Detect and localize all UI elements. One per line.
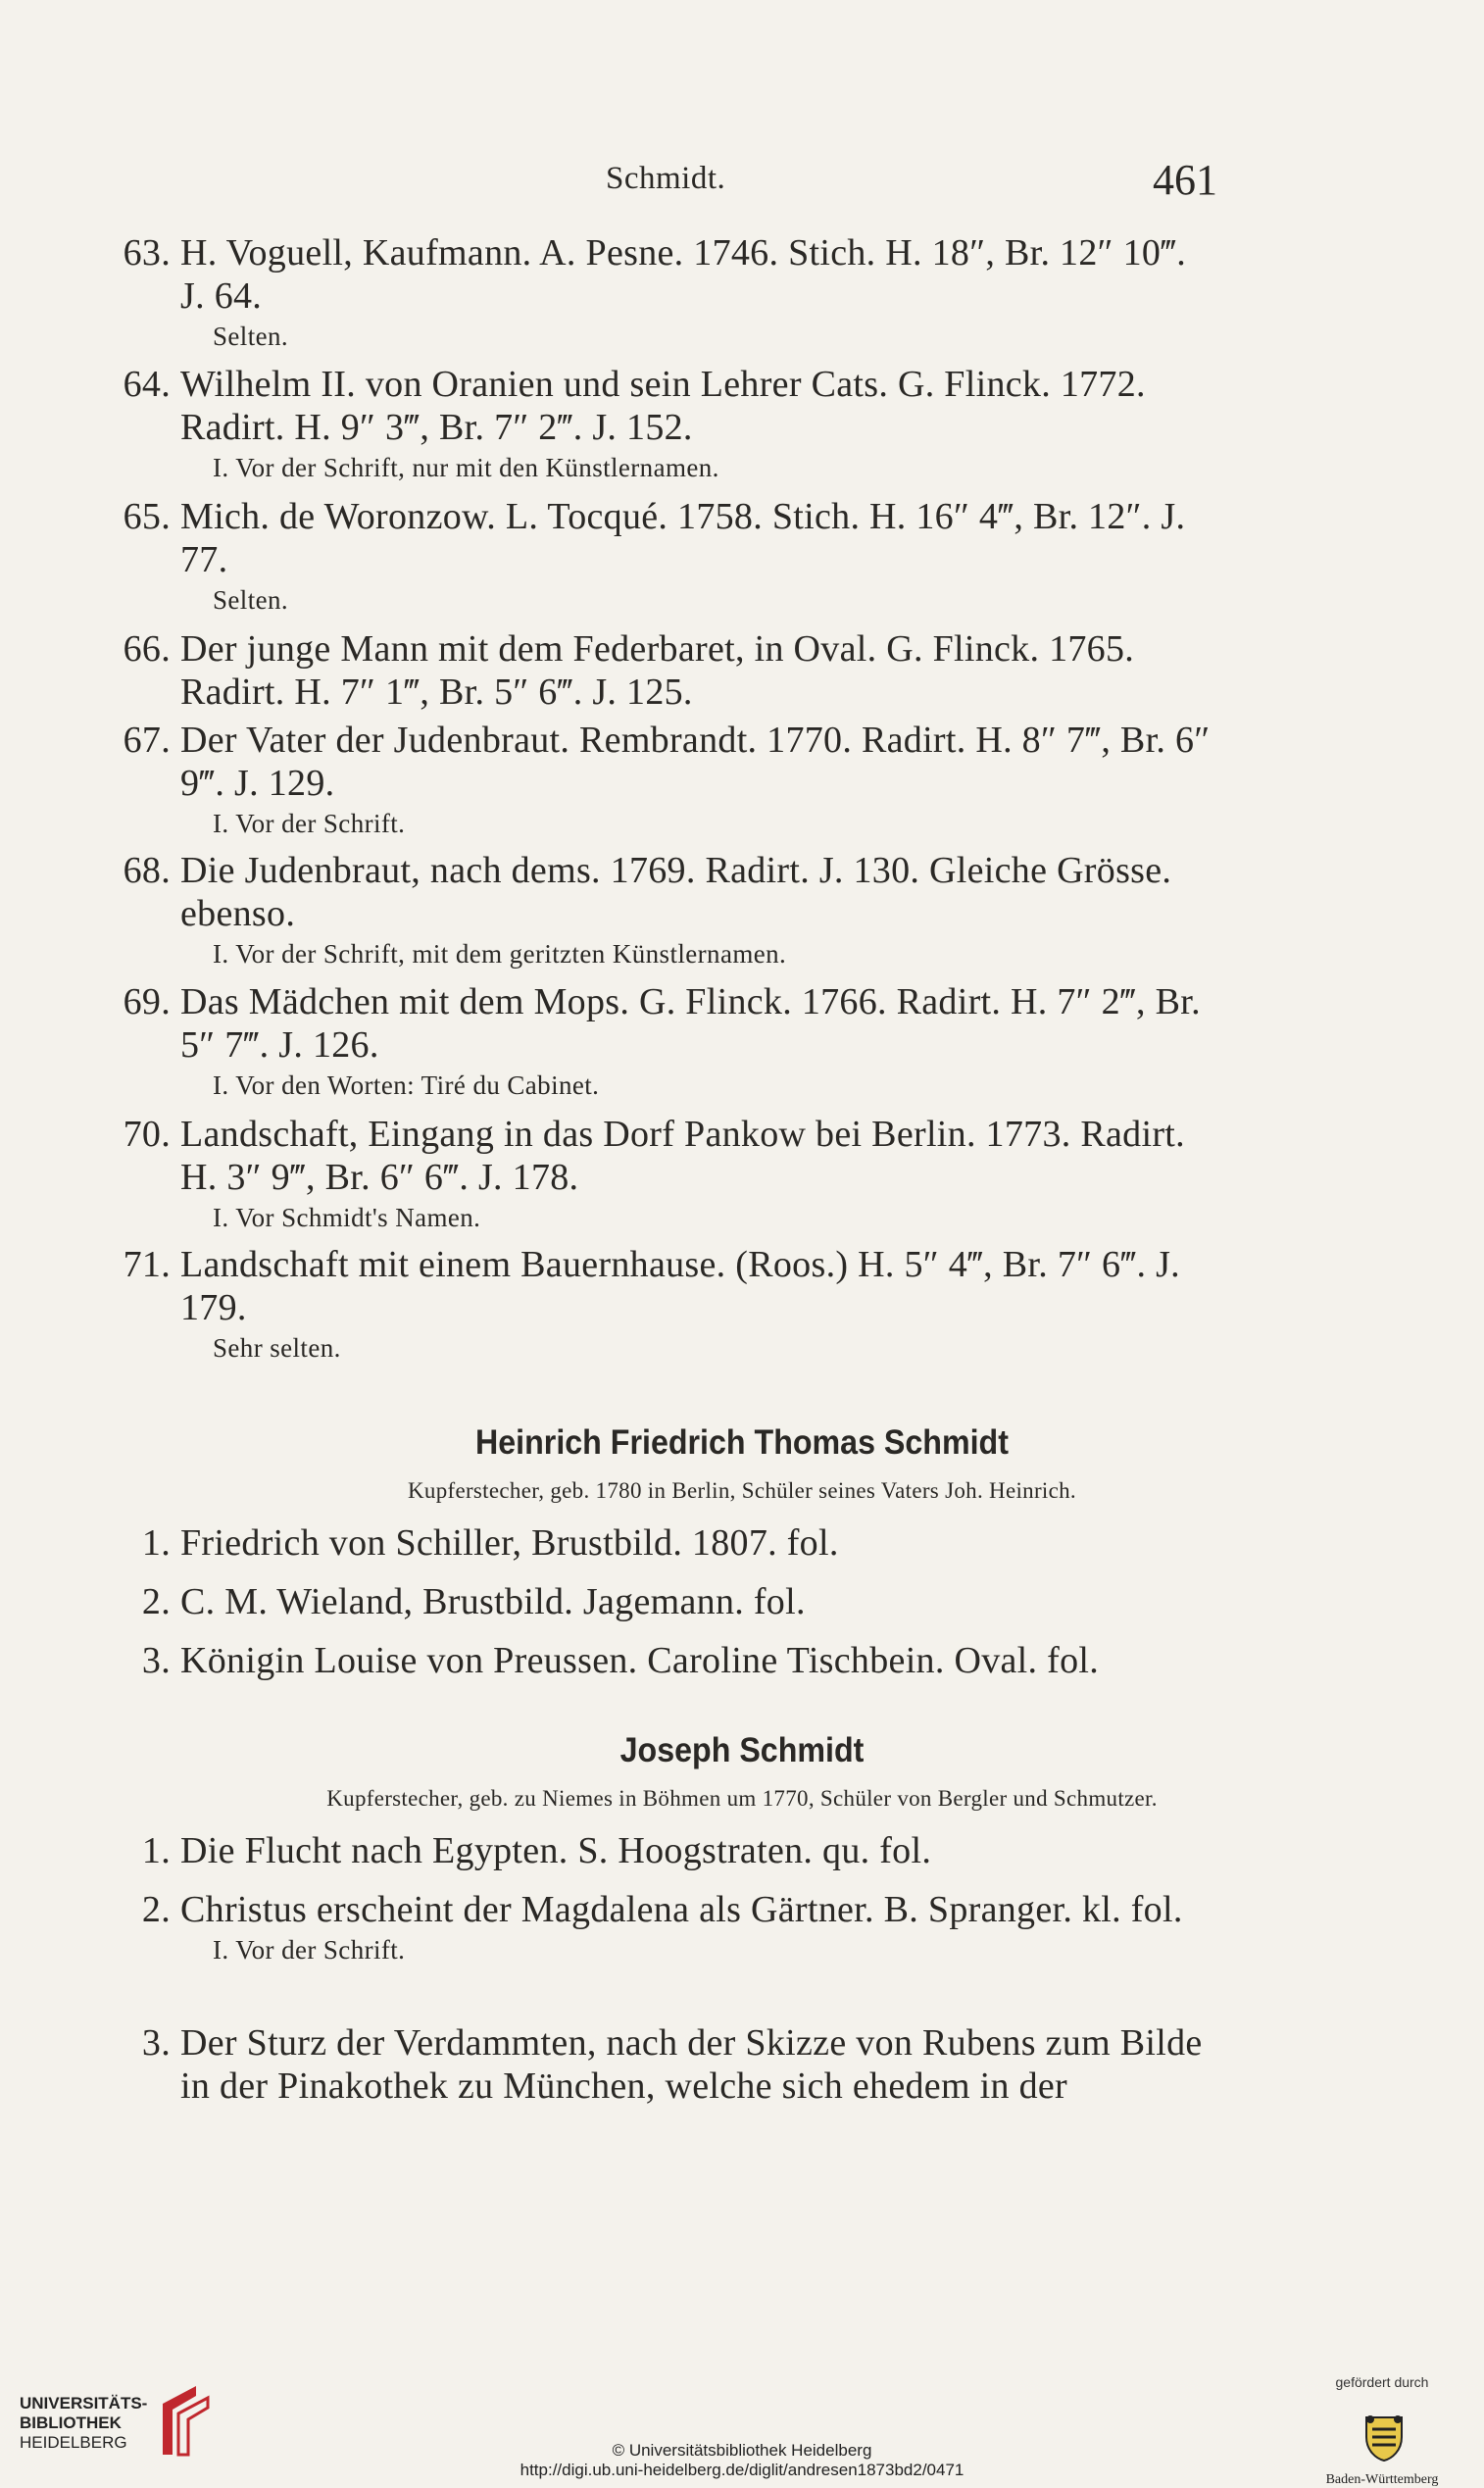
section-heading-heinrich-schmidt: Heinrich Friedrich Thomas Schmidt xyxy=(475,1423,1009,1462)
section-heading-joseph-schmidt: Joseph Schmidt xyxy=(619,1731,865,1769)
catalog-entry-hs-1: 1. Friedrich von Schiller, Brustbild. 1807. fol. xyxy=(141,1522,839,1564)
entry-text: Das Mädchen mit dem Mops. G. Flinck. 1766. Radirt. H. 7″ 2‴, Br. 5″ 7‴. J. 126. xyxy=(180,981,1201,1066)
page-header xyxy=(0,155,1484,204)
entry-text: Der junge Mann mit dem Federbaret, in Oval. G. Flinck. 1765. Radirt. H. 7″ 1‴, Br. 5″ 6‴. J. 125. xyxy=(180,628,1135,713)
sponsor-block xyxy=(1294,2374,1470,2487)
permalink-url[interactable]: http://digi.ub.uni-heidelberg.de/diglit/andresen1873bd2/0471 xyxy=(519,2461,965,2479)
entry-note: I. Vor der Schrift, nur mit den Künstlernamen. xyxy=(213,453,719,482)
section-subtitle: Kupferstecher, geb. 1780 in Berlin, Schüler seines Vaters Joh. Heinrich. xyxy=(408,1478,1076,1503)
entry-text: Mich. de Woronzow. L. Tocqué. 1758. Stich. H. 16″ 4‴, Br. 12″. J. 77. xyxy=(180,496,1186,580)
entry-note: I. Vor den Worten: Tiré du Cabinet. xyxy=(213,1070,600,1100)
catalog-entry-js-1: 1. Die Flucht nach Egypten. S. Hoogstraten. qu. fol. xyxy=(141,1830,932,1871)
entry-note: Selten. xyxy=(213,322,289,351)
coat-of-arms-icon xyxy=(1362,2412,1406,2463)
entry-note: I. Vor der Schrift. xyxy=(213,809,406,838)
entry-note: Selten. xyxy=(213,585,289,615)
catalog-entry-63: 63. H. Voguell, Kaufmann. A. Pesne. 1746. Stich. H. 18″, Br. 12″ 10‴. J. 64. Selten. xyxy=(108,231,1215,353)
sponsor-label: gefördert durch xyxy=(1335,2374,1429,2390)
entry-text: Königin Louise von Preussen. Caroline Tischbein. Oval. fol. xyxy=(180,1640,1100,1681)
entry-text: Landschaft mit einem Bauernhause. (Roos.) H. 5″ 4‴, Br. 7″ 6‴. J. 179. xyxy=(180,1244,1180,1328)
library-name-line1: UNIVERSITÄTS- xyxy=(20,2394,148,2413)
entry-text: Friedrich von Schiller, Brustbild. 1807. fol. xyxy=(180,1522,839,1564)
entry-note: I. Vor Schmidt's Namen. xyxy=(213,1203,481,1232)
page-number: 461 xyxy=(1153,156,1217,204)
entry-note: I. Vor der Schrift, mit dem geritzten Künstlernamen. xyxy=(213,939,787,969)
catalog-entry-68: 68. Die Judenbraut, nach dems. 1769. Radirt. J. 130. Gleiche Grösse. ebenso. I. Vor der Schrift, mit dem geritzten Künstlernamen. xyxy=(108,849,1215,970)
catalog-entry-hs-3: 3. Königin Louise von Preussen. Caroline Tischbein. Oval. fol. xyxy=(141,1640,1100,1681)
catalog-entry-71: 71. Landschaft mit einem Bauernhause. (Roos.) H. 5″ 4‴, Br. 7″ 6‴. J. 179. Sehr selten. xyxy=(108,1243,1215,1365)
entry-text: Landschaft, Eingang in das Dorf Pankow bei Berlin. 1773. Radirt. H. 3″ 9‴, Br. 6″ 6‴. J. 178. xyxy=(180,1114,1185,1198)
entry-note: I. Vor der Schrift. xyxy=(213,1935,406,1965)
entry-text: Wilhelm II. von Oranien und sein Lehrer Cats. G. Flinck. 1772. Radirt. H. 9″ 3‴, Br. 7″ 2‴. J. 152. xyxy=(180,364,1146,448)
catalog-entry-js-3: 3. Der Sturz der Verdammten, nach der Skizze von Rubens zum Bilde in der Pinakothek zu München, welche sich ehedem in der xyxy=(141,2022,1203,2107)
catalog-entry-65: 65. Mich. de Woronzow. L. Tocqué. 1758. Stich. H. 16″ 4‴, Br. 12″. J. 77. Selten. xyxy=(108,495,1215,617)
page-footer xyxy=(0,2343,1484,2487)
entry-text: Der Sturz der Verdammten, nach der Skizze von Rubens zum Bilde in der Pinakothek zu München, welche sich ehedem in der xyxy=(180,2022,1203,2107)
entry-text: Christus erscheint der Magdalena als Gärtner. B. Spranger. kl. fol. xyxy=(180,1889,1183,1930)
catalog-entry-js-2: 2. Christus erscheint der Magdalena als Gärtner. B. Spranger. kl. fol. I. Vor der Schrift. xyxy=(108,1888,1215,1966)
catalog-entry-64: 64. Wilhelm II. von Oranien und sein Lehrer Cats. G. Flinck. 1772. Radirt. H. 9″ 3‴, Br. 7″ 2‴. J. 152. I. Vor der Schrift, nur mit den Künstlernamen. xyxy=(108,363,1215,484)
catalog-entry-69: 69. Das Mädchen mit dem Mops. G. Flinck. 1766. Radirt. H. 7″ 2‴, Br. 5″ 7‴. J. 126. I. Vor den Worten: Tiré du Cabinet. xyxy=(108,980,1215,1102)
entry-text: Der Vater der Judenbraut. Rembrandt. 1770. Radirt. H. 8″ 7‴, Br. 6″ 9‴. J. 129. xyxy=(180,720,1211,804)
sponsor-name: Baden-Württemberg xyxy=(1325,2472,1439,2487)
entry-text: Die Judenbraut, nach dems. 1769. Radirt. J. 130. Gleiche Grösse. ebenso. xyxy=(180,850,1172,934)
catalog-entry-70: 70. Landschaft, Eingang in das Dorf Pankow bei Berlin. 1773. Radirt. H. 3″ 9‴, Br. 6″ 6‴. J. 178. I. Vor Schmidt's Namen. xyxy=(108,1113,1215,1234)
library-name-line2: BIBLIOTHEK xyxy=(20,2413,122,2432)
running-title: Schmidt. xyxy=(606,161,726,196)
copyright-text: © Universitätsbibliothek Heidelberg xyxy=(612,2441,872,2460)
copyright-notice xyxy=(0,2441,1484,2480)
library-name-line3: HEIDELBERG xyxy=(20,2433,127,2452)
entry-text: C. M. Wieland, Brustbild. Jagemann. fol. xyxy=(180,1581,806,1622)
catalog-entry-67: 67. Der Vater der Judenbraut. Rembrandt. 1770. Radirt. H. 8″ 7‴, Br. 6″ 9‴. J. 129. I. Vor der Schrift. xyxy=(108,719,1215,840)
entry-text: Die Flucht nach Egypten. S. Hoogstraten. qu. fol. xyxy=(180,1830,932,1871)
catalog-entry-hs-2: 2. C. M. Wieland, Brustbild. Jagemann. fol. xyxy=(141,1581,806,1622)
catalog-entry-66: 66. Der junge Mann mit dem Federbaret, in Oval. G. Flinck. 1765. Radirt. H. 7″ 1‴, Br. 5″ 6‴. J. 125. xyxy=(123,628,1135,713)
section-subtitle: Kupferstecher, geb. zu Niemes in Böhmen um 1770, Schüler von Bergler und Schmutzer. xyxy=(326,1786,1158,1811)
entry-text: H. Voguell, Kaufmann. A. Pesne. 1746. Stich. H. 18″, Br. 12″ 10‴. J. 64. xyxy=(180,232,1187,317)
entry-note: Sehr selten. xyxy=(213,1333,341,1363)
